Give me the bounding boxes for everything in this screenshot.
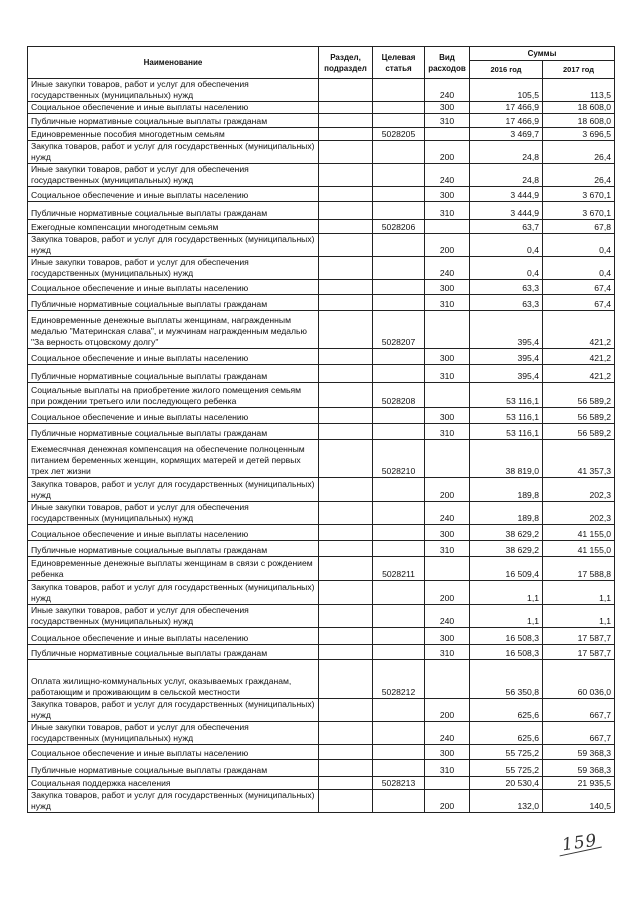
row-name: Иные закупки товаров, работ и услуг для обеспечения государственных (муниципальных) нужд — [28, 79, 319, 102]
row-sum-2017: 59 368,3 — [543, 745, 615, 760]
header-name: Наименование — [28, 47, 319, 79]
row-section — [319, 257, 373, 280]
row-sum-2017: 56 589,2 — [543, 383, 615, 408]
row-sum-2016: 53 116,1 — [470, 408, 543, 424]
row-sum-2017: 17 588,8 — [543, 557, 615, 581]
row-sum-2017: 17 587,7 — [543, 628, 615, 645]
row-type: 300 — [425, 280, 470, 295]
row-name: Иные закупки товаров, работ и услуг для обеспечения государственных (муниципальных) нужд — [28, 164, 319, 187]
row-target — [373, 102, 425, 114]
row-target — [373, 164, 425, 187]
row-sum-2017: 41 357,3 — [543, 440, 615, 478]
row-name: Социальное обеспечение и иные выплаты населению — [28, 525, 319, 541]
table-row — [28, 541, 615, 557]
row-sum-2016: 395,4 — [470, 311, 543, 349]
row-section — [319, 502, 373, 525]
table-row — [28, 383, 615, 408]
table-row — [28, 187, 615, 202]
row-sum-2016: 0,4 — [470, 257, 543, 280]
row-section — [319, 478, 373, 502]
row-sum-2016: 63,3 — [470, 280, 543, 295]
row-sum-2017: 56 589,2 — [543, 408, 615, 424]
row-type: 300 — [425, 408, 470, 424]
row-target — [373, 141, 425, 164]
row-type: 200 — [425, 478, 470, 502]
row-target — [373, 790, 425, 813]
row-type: 200 — [425, 581, 470, 605]
row-target: 5028213 — [373, 777, 425, 790]
row-type — [425, 220, 470, 234]
table-row — [28, 295, 615, 311]
row-type: 300 — [425, 628, 470, 645]
row-target — [373, 349, 425, 365]
row-name: Публичные нормативные социальные выплаты гражданам — [28, 645, 319, 660]
row-sum-2017: 56 589,2 — [543, 424, 615, 440]
table-row — [28, 628, 615, 645]
row-section — [319, 311, 373, 349]
row-section — [319, 280, 373, 295]
row-name: Социальное обеспечение и иные выплаты населению — [28, 408, 319, 424]
row-sum-2017: 60 036,0 — [543, 660, 615, 699]
row-section — [319, 408, 373, 424]
row-section — [319, 102, 373, 114]
row-sum-2017: 3 670,1 — [543, 202, 615, 220]
row-target — [373, 722, 425, 745]
table-row — [28, 234, 615, 257]
row-target — [373, 645, 425, 660]
row-target: 5028211 — [373, 557, 425, 581]
row-sum-2016: 55 725,2 — [470, 745, 543, 760]
row-section — [319, 525, 373, 541]
row-section — [319, 777, 373, 790]
row-sum-2016: 16 509,4 — [470, 557, 543, 581]
row-sum-2017: 41 155,0 — [543, 541, 615, 557]
row-sum-2016: 132,0 — [470, 790, 543, 813]
row-section — [319, 699, 373, 722]
table-row — [28, 790, 615, 813]
row-sum-2017: 26,4 — [543, 141, 615, 164]
row-name: Социальное обеспечение и иные выплаты населению — [28, 628, 319, 645]
row-sum-2016: 1,1 — [470, 581, 543, 605]
row-section — [319, 745, 373, 760]
row-sum-2017: 67,8 — [543, 220, 615, 234]
row-sum-2017: 1,1 — [543, 581, 615, 605]
row-type: 310 — [425, 424, 470, 440]
row-section — [319, 365, 373, 383]
row-target — [373, 478, 425, 502]
row-name: Публичные нормативные социальные выплаты гражданам — [28, 424, 319, 440]
row-sum-2016: 3 469,7 — [470, 128, 543, 141]
row-sum-2016: 56 350,8 — [470, 660, 543, 699]
table-row — [28, 128, 615, 141]
row-target — [373, 202, 425, 220]
table-row — [28, 311, 615, 349]
row-section — [319, 234, 373, 257]
row-name: Публичные нормативные социальные выплаты гражданам — [28, 295, 319, 311]
table-row — [28, 349, 615, 365]
row-name: Иные закупки товаров, работ и услуг для обеспечения государственных (муниципальных) нужд — [28, 502, 319, 525]
row-sum-2017: 421,2 — [543, 349, 615, 365]
row-name: Публичные нормативные социальные выплаты гражданам — [28, 760, 319, 777]
row-target — [373, 745, 425, 760]
row-sum-2016: 38 629,2 — [470, 525, 543, 541]
row-name: Публичные нормативные социальные выплаты гражданам — [28, 365, 319, 383]
row-name: Социальное обеспечение и иные выплаты населению — [28, 102, 319, 114]
row-target — [373, 114, 425, 128]
table-row — [28, 408, 615, 424]
row-name: Единовременные пособия многодетным семьям — [28, 128, 319, 141]
row-target: 5028206 — [373, 220, 425, 234]
row-sum-2017: 0,4 — [543, 257, 615, 280]
table-row — [28, 502, 615, 525]
row-sum-2016: 105,5 — [470, 79, 543, 102]
row-target — [373, 628, 425, 645]
row-sum-2016: 38 629,2 — [470, 541, 543, 557]
row-type — [425, 440, 470, 478]
table-row — [28, 365, 615, 383]
row-name: Социальное обеспечение и иные выплаты населению — [28, 280, 319, 295]
row-sum-2016: 395,4 — [470, 365, 543, 383]
header-year-2017: 2017 год — [543, 61, 615, 79]
row-name: Ежемесячная денежная компенсация на обеспечение полноценным питанием беременных женщин, кормящих матерей и детей первых трех лет жизни — [28, 440, 319, 478]
row-sum-2016: 1,1 — [470, 605, 543, 628]
row-type: 200 — [425, 234, 470, 257]
row-sum-2017: 59 368,3 — [543, 760, 615, 777]
row-type: 310 — [425, 645, 470, 660]
row-target — [373, 295, 425, 311]
row-sum-2017: 3 696,5 — [543, 128, 615, 141]
row-sum-2017: 421,2 — [543, 311, 615, 349]
table-row — [28, 114, 615, 128]
row-sum-2016: 189,8 — [470, 478, 543, 502]
row-sum-2017: 17 587,7 — [543, 645, 615, 660]
row-target: 5028212 — [373, 660, 425, 699]
row-name: Иные закупки товаров, работ и услуг для обеспечения государственных (муниципальных) нужд — [28, 722, 319, 745]
table-row — [28, 102, 615, 114]
row-target — [373, 234, 425, 257]
row-type: 240 — [425, 502, 470, 525]
row-section — [319, 202, 373, 220]
row-sum-2017: 21 935,5 — [543, 777, 615, 790]
row-name: Социальная поддержка населения — [28, 777, 319, 790]
row-section — [319, 424, 373, 440]
row-name: Публичные нормативные социальные выплаты гражданам — [28, 114, 319, 128]
table-row — [28, 645, 615, 660]
row-type: 240 — [425, 722, 470, 745]
row-section — [319, 220, 373, 234]
row-target — [373, 581, 425, 605]
row-name: Оплата жилищно-коммунальных услуг, оказываемых гражданам, работающим и проживающим в сельской местности — [28, 660, 319, 699]
row-section — [319, 605, 373, 628]
row-name: Закупка товаров, работ и услуг для государственных (муниципальных) нужд — [28, 141, 319, 164]
row-name: Единовременные денежные выплаты женщинам в связи с рождением ребенка — [28, 557, 319, 581]
row-target: 5028210 — [373, 440, 425, 478]
row-sum-2017: 67,4 — [543, 295, 615, 311]
row-sum-2017: 1,1 — [543, 605, 615, 628]
table-row — [28, 581, 615, 605]
table-row — [28, 525, 615, 541]
row-name: Социальные выплаты на приобретение жилого помещения семьям при рождении третьего или последующего ребенка — [28, 383, 319, 408]
row-sum-2017: 421,2 — [543, 365, 615, 383]
row-name: Единовременные денежные выплаты женщинам, награжденным медалью "Материнская слава", и мужчинам награжденным медалью "За верность отцовскому долгу" — [28, 311, 319, 349]
row-target — [373, 699, 425, 722]
table-row — [28, 605, 615, 628]
budget-table — [27, 46, 615, 813]
row-type — [425, 660, 470, 699]
table-row — [28, 660, 615, 699]
row-target: 5028205 — [373, 128, 425, 141]
table-row — [28, 478, 615, 502]
row-target — [373, 280, 425, 295]
row-name: Закупка товаров, работ и услуг для государственных (муниципальных) нужд — [28, 790, 319, 813]
row-type: 310 — [425, 295, 470, 311]
row-section — [319, 141, 373, 164]
table-row — [28, 141, 615, 164]
row-target — [373, 257, 425, 280]
row-section — [319, 557, 373, 581]
row-type — [425, 383, 470, 408]
header-section: Раздел, подраздел — [319, 47, 373, 79]
row-type: 300 — [425, 349, 470, 365]
row-type — [425, 311, 470, 349]
row-section — [319, 114, 373, 128]
row-section — [319, 295, 373, 311]
row-section — [319, 187, 373, 202]
row-sum-2016: 625,6 — [470, 722, 543, 745]
row-sum-2017: 202,3 — [543, 478, 615, 502]
row-section — [319, 349, 373, 365]
row-target — [373, 502, 425, 525]
row-sum-2016: 55 725,2 — [470, 760, 543, 777]
row-name: Иные закупки товаров, работ и услуг для обеспечения государственных (муниципальных) нужд — [28, 605, 319, 628]
row-sum-2016: 3 444,9 — [470, 187, 543, 202]
table-row — [28, 280, 615, 295]
row-type: 240 — [425, 79, 470, 102]
row-sum-2016: 63,7 — [470, 220, 543, 234]
row-name: Закупка товаров, работ и услуг для государственных (муниципальных) нужд — [28, 234, 319, 257]
row-type: 200 — [425, 699, 470, 722]
row-section — [319, 440, 373, 478]
row-name: Социальное обеспечение и иные выплаты населению — [28, 187, 319, 202]
table-row — [28, 257, 615, 280]
row-section — [319, 760, 373, 777]
row-sum-2016: 625,6 — [470, 699, 543, 722]
row-section — [319, 128, 373, 141]
row-sum-2016: 20 530,4 — [470, 777, 543, 790]
row-target — [373, 605, 425, 628]
row-type: 240 — [425, 257, 470, 280]
table-row — [28, 220, 615, 234]
table-body — [28, 79, 615, 813]
row-section — [319, 79, 373, 102]
row-sum-2016: 17 466,9 — [470, 102, 543, 114]
row-target — [373, 760, 425, 777]
table-row — [28, 424, 615, 440]
header-sums: Суммы — [470, 47, 615, 61]
row-sum-2017: 140,5 — [543, 790, 615, 813]
table-row — [28, 164, 615, 187]
row-type: 300 — [425, 525, 470, 541]
row-type — [425, 777, 470, 790]
row-type: 240 — [425, 605, 470, 628]
row-target — [373, 408, 425, 424]
row-sum-2016: 395,4 — [470, 349, 543, 365]
row-type: 240 — [425, 164, 470, 187]
row-type — [425, 128, 470, 141]
header-year-2016: 2016 год — [470, 61, 543, 79]
row-name: Иные закупки товаров, работ и услуг для обеспечения государственных (муниципальных) нужд — [28, 257, 319, 280]
row-sum-2016: 0,4 — [470, 234, 543, 257]
row-sum-2016: 53 116,1 — [470, 424, 543, 440]
row-sum-2016: 38 819,0 — [470, 440, 543, 478]
table-row — [28, 699, 615, 722]
row-section — [319, 645, 373, 660]
header-type: Вид расходов — [425, 47, 470, 79]
row-section — [319, 722, 373, 745]
row-sum-2016: 63,3 — [470, 295, 543, 311]
table-row — [28, 440, 615, 478]
row-section — [319, 660, 373, 699]
row-target — [373, 541, 425, 557]
header-target: Целевая статья — [373, 47, 425, 79]
row-sum-2017: 667,7 — [543, 699, 615, 722]
row-target: 5028207 — [373, 311, 425, 349]
row-name: Публичные нормативные социальные выплаты гражданам — [28, 541, 319, 557]
row-name: Закупка товаров, работ и услуг для государственных (муниципальных) нужд — [28, 478, 319, 502]
row-target — [373, 187, 425, 202]
row-sum-2017: 18 608,0 — [543, 102, 615, 114]
table-row — [28, 557, 615, 581]
row-sum-2016: 16 508,3 — [470, 628, 543, 645]
row-section — [319, 164, 373, 187]
row-type: 200 — [425, 790, 470, 813]
row-section — [319, 383, 373, 408]
row-sum-2017: 0,4 — [543, 234, 615, 257]
row-target: 5028208 — [373, 383, 425, 408]
row-name: Закупка товаров, работ и услуг для государственных (муниципальных) нужд — [28, 699, 319, 722]
row-sum-2016: 16 508,3 — [470, 645, 543, 660]
row-sum-2017: 26,4 — [543, 164, 615, 187]
row-target — [373, 365, 425, 383]
row-type: 300 — [425, 187, 470, 202]
row-name: Социальное обеспечение и иные выплаты населению — [28, 349, 319, 365]
row-sum-2017: 667,7 — [543, 722, 615, 745]
row-name: Ежегодные компенсации многодетным семьям — [28, 220, 319, 234]
row-sum-2017: 3 670,1 — [543, 187, 615, 202]
row-target — [373, 424, 425, 440]
row-sum-2016: 24,8 — [470, 164, 543, 187]
row-name: Публичные нормативные социальные выплаты гражданам — [28, 202, 319, 220]
row-sum-2017: 202,3 — [543, 502, 615, 525]
row-target — [373, 525, 425, 541]
row-name: Закупка товаров, работ и услуг для государственных (муниципальных) нужд — [28, 581, 319, 605]
table-row — [28, 777, 615, 790]
row-type: 310 — [425, 365, 470, 383]
row-type: 200 — [425, 141, 470, 164]
row-sum-2017: 67,4 — [543, 280, 615, 295]
row-sum-2016: 189,8 — [470, 502, 543, 525]
row-section — [319, 581, 373, 605]
row-target — [373, 79, 425, 102]
row-sum-2017: 18 608,0 — [543, 114, 615, 128]
row-type: 310 — [425, 541, 470, 557]
row-sum-2016: 24,8 — [470, 141, 543, 164]
row-sum-2016: 17 466,9 — [470, 114, 543, 128]
table-row — [28, 722, 615, 745]
table-row — [28, 79, 615, 102]
row-section — [319, 790, 373, 813]
row-section — [319, 541, 373, 557]
row-sum-2017: 41 155,0 — [543, 525, 615, 541]
table-row — [28, 202, 615, 220]
row-type: 310 — [425, 114, 470, 128]
row-type: 300 — [425, 102, 470, 114]
row-sum-2016: 53 116,1 — [470, 383, 543, 408]
page-number: 159 — [560, 830, 599, 856]
row-type: 310 — [425, 202, 470, 220]
row-type: 310 — [425, 760, 470, 777]
table-row — [28, 745, 615, 760]
row-type: 300 — [425, 745, 470, 760]
row-sum-2016: 3 444,9 — [470, 202, 543, 220]
row-name: Социальное обеспечение и иные выплаты населению — [28, 745, 319, 760]
row-section — [319, 628, 373, 645]
row-sum-2017: 113,5 — [543, 79, 615, 102]
table-row — [28, 760, 615, 777]
row-type — [425, 557, 470, 581]
